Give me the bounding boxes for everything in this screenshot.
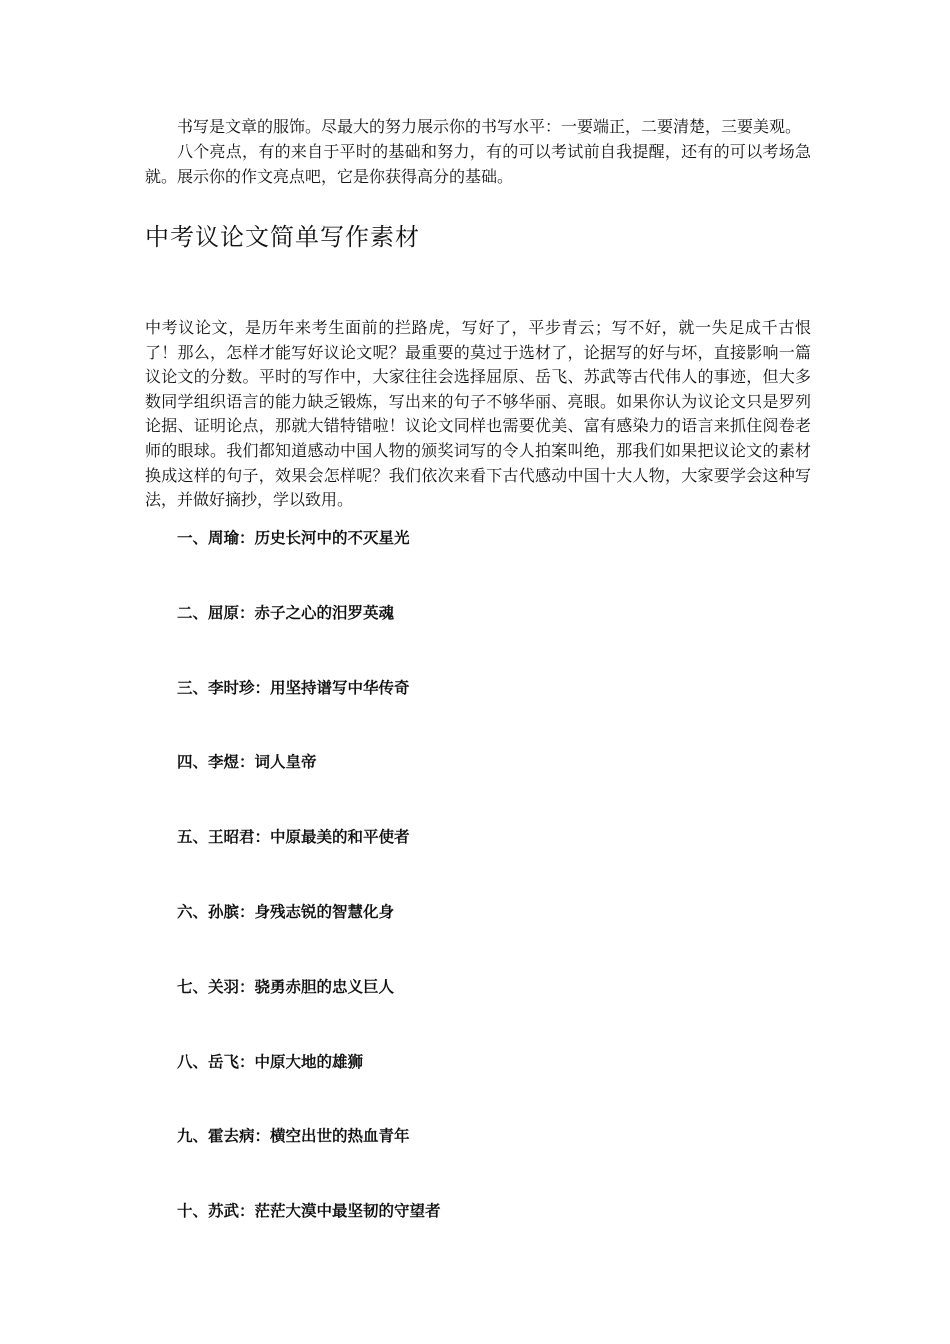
article-body: 中考议论文，是历年来考生面前的拦路虎，写好了，平步青云；写不好，就一失足成千古恨了！那么，怎样才能写好议论文呢？最重要的莫过于选材了，论据写的好与坏，直接影响一篇议论文的分数。平时的写作中，大家往往会选择屈原、岳飞、苏武等古代伟人的事迹，但大多数同学组织语言的能力缺乏锻炼，写出来的句子不够华丽、亮眼。如果你认为议论文只是罗列论据、证明论点，那就大错特错啦！议论文同样也需要优美、富有感染力的语言来抓住阅卷老师的眼球。我们都知道感动中国人物的颁奖词写的令人拍案叫绝，那我们如果把议论文的素材换成这样的句子，效果会怎样呢？我们依次来看下古代感动中国十大人物，大家要学会这种写法，并做好摘抄，学以致用。 [145, 318, 811, 510]
figure-item-9: 九、霍去病：横空出世的热血青年 [177, 1127, 410, 1146]
figure-item-10: 十、苏武：茫茫大漠中最坚韧的守望者 [177, 1202, 441, 1221]
figure-item-7: 七、关羽：骁勇赤胆的忠义巨人 [177, 977, 395, 996]
figure-item-4: 四、李煜：词人皇帝 [177, 753, 317, 772]
article-title: 中考议论文简单写作素材 [145, 223, 420, 251]
figure-item-8: 八、岳飞：中原大地的雄狮 [177, 1052, 364, 1071]
figure-item-2: 二、屈原：赤子之心的汨罗英魂 [177, 603, 395, 622]
document-page [145, 114, 811, 1221]
intro-paragraph-1: 书写是文章的服饰。尽最大的努力展示你的书写水平：一要端正，二要清楚，三要美观。 [177, 117, 802, 136]
figure-item-3: 三、李时珍：用坚持谱写中华传奇 [177, 678, 410, 697]
figure-item-6: 六、孙膑：身残志锐的智慧化身 [177, 902, 395, 921]
figure-item-5: 五、王昭君：中原最美的和平使者 [177, 828, 410, 847]
figure-list [177, 528, 441, 1276]
figure-item-1: 一、周瑜：历史长河中的不灭星光 [177, 529, 410, 547]
intro-paragraph-2: 八个亮点，有的来自于平时的基础和努力，有的可以考试前自我提醒，还有的可以考场急就。展示你的作文亮点吧，它是你获得高分的基础。 [145, 142, 811, 186]
